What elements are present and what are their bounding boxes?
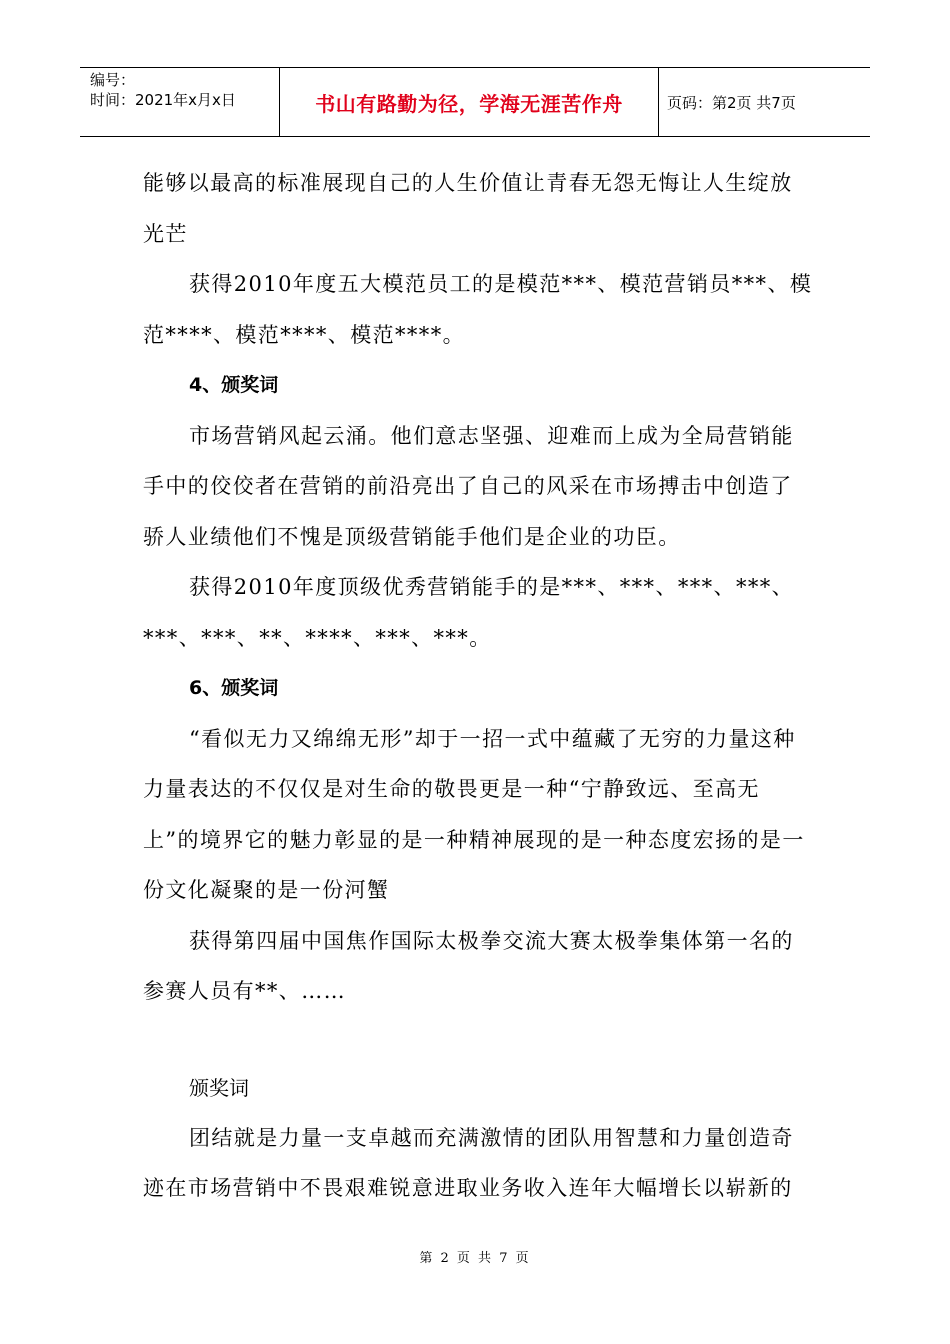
paragraph: “看似无力又绵绵无形”却于一招一式中蕴藏了无穷的力量这种力量表达的不仅仅是对生命的敬畏更是一种“宁静致远、至高无上”的境界它的魅力彰显的是一种精神展现的是一种态度宏扬的是一份文化凝聚的是一份河蟹: [143, 726, 805, 902]
page-header: [80, 67, 870, 137]
paragraph: 获得2010年度五大模范员工的是模范***、模范营销员***、模范****、模范****、模范****。: [143, 272, 813, 347]
number-label: 编号：: [90, 71, 136, 89]
document-body: [143, 158, 813, 1214]
page-footer: 第 2 页 共 7 页: [419, 1251, 531, 1266]
header-motto: 书山有路勤为径，学海无涯苦作舟: [280, 68, 659, 136]
paragraph: 团结就是力量一支卓越而充满激情的团队用智慧和力量创造奇迹在市场营销中不畏艰难锐意进取业务收入连年大幅增长以崭新的: [143, 1125, 794, 1200]
paragraph: 获得第四届中国焦作国际太极拳交流大赛太极拳集体第一名的参赛人员有**、……: [143, 928, 794, 1003]
section-heading: 4、颁奖词: [189, 374, 279, 396]
spacer: [143, 1017, 813, 1063]
header-meta: [80, 68, 280, 136]
time-label: 时间：2021年x月x日: [90, 91, 236, 109]
paragraph: 能够以最高的标准展现自己的人生价值让青春无怨无悔让人生绽放光芒: [143, 171, 793, 246]
paragraph: 获得2010年度顶级优秀营销能手的是***、***、***、***、***、***、**、****、***、***。: [143, 575, 795, 650]
section-heading: 颁奖词: [189, 1075, 249, 1100]
section-heading: 6、颁奖词: [189, 677, 279, 699]
header-page-info: 页码：第2页 共7页: [667, 93, 796, 112]
paragraph: 市场营销风起云涌。他们意志坚强、迎难而上成为全局营销能手中的佼佼者在营销的前沿亮出了自己的风采在市场搏击中创造了骄人业绩他们不愧是顶级营销能手他们是企业的功臣。: [143, 423, 794, 549]
